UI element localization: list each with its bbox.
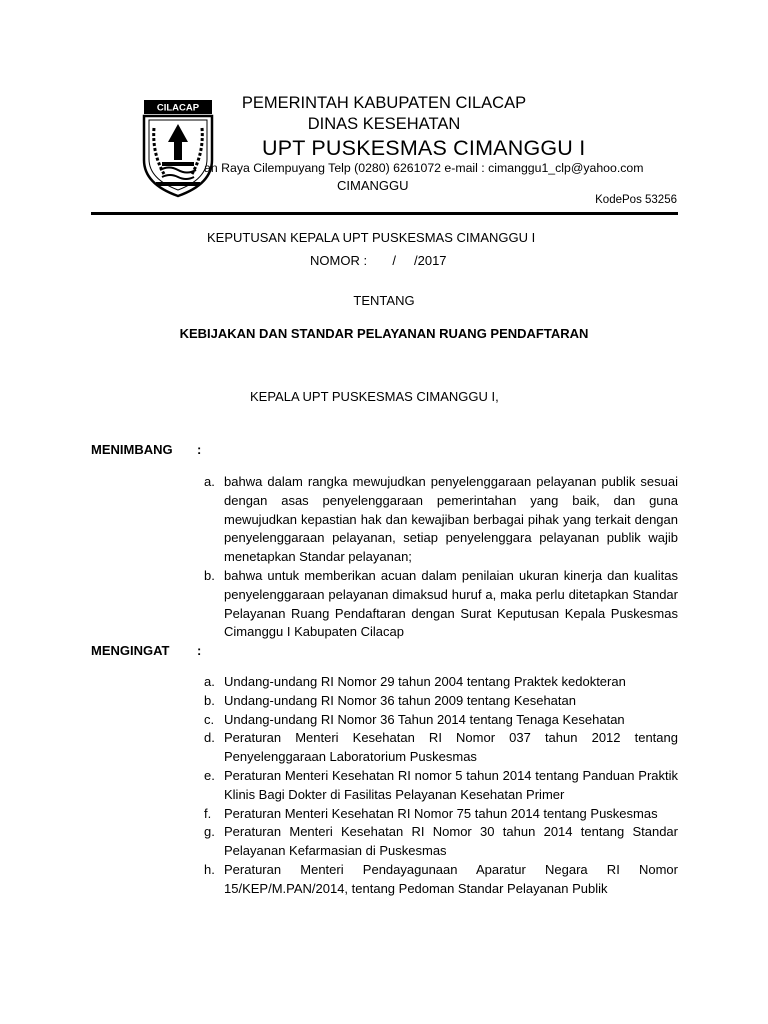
list-item — [204, 567, 678, 642]
kop-pemerintah: PEMERINTAH KABUPATEN CILACAP — [241, 94, 527, 112]
list-item — [204, 692, 678, 711]
list-marker: b. — [204, 692, 215, 708]
list-text: Undang-undang RI Nomor 29 tahun 2004 tentang Praktek kedokteran — [224, 674, 626, 689]
list-marker: d. — [204, 730, 215, 746]
menimbang-label: MENIMBANG — [91, 442, 173, 457]
decree-subject: KEBIJAKAN DAN STANDAR PELAYANAN RUANG PENDAFTARAN — [179, 326, 589, 341]
list-item — [204, 805, 678, 824]
list-item — [204, 823, 678, 861]
list-text: Peraturan Menteri Pendayagunaan Aparatur Negara RI Nomor 15/KEP/M.PAN/2014, tentang Pedoman Standar Pelayanan Publik — [224, 861, 678, 896]
list-text: Peraturan Menteri Kesehatan RI Nomor 037 tahun 2012 tentang Penyelenggaraan Laboratorium Puskesmas — [224, 730, 678, 765]
list-text: bahwa untuk memberikan acuan dalam penilaian ukuran kinerja dan kualitas penyelenggaraan pelayanan dimaksud huruf a, maka perlu ditetapkan Standar Pelayanan Ruang Pendaftaran dengan Surat Keputusan Kepala Puskesmas Cimanggu I Kabupaten Cilacap — [224, 567, 678, 640]
list-marker: b. — [204, 567, 215, 583]
kop-address: an Raya Cilempuyang Telp (0280) 6261072 e-mail : cimanggu1_clp@yahoo.com — [204, 161, 644, 175]
list-item — [204, 673, 678, 692]
list-item — [204, 861, 678, 899]
decree-title: KEPUTUSAN KEPALA UPT PUSKESMAS CIMANGGU I — [207, 230, 536, 245]
mengingat-colon: : — [197, 643, 202, 658]
list-marker: g. — [204, 824, 215, 840]
mengingat-list — [204, 673, 678, 899]
decree-tentang: TENTANG — [353, 293, 415, 308]
cilacap-logo-icon — [138, 98, 218, 198]
list-text: Peraturan Menteri Kesehatan RI Nomor 75 tahun 2014 tentang Puskesmas — [224, 805, 658, 821]
logo-text: CILACAP — [156, 102, 200, 114]
list-item — [204, 473, 678, 567]
list-marker: f. — [204, 805, 212, 821]
kop-city: CIMANGGU — [337, 178, 409, 193]
list-marker: a. — [204, 474, 215, 489]
list-item — [204, 729, 678, 767]
header-divider — [91, 212, 678, 215]
decree-authority: KEPALA UPT PUSKESMAS CIMANGGU I, — [250, 389, 499, 404]
list-text: Undang-undang RI Nomor 36 Tahun 2014 tentang Tenaga Kesehatan — [224, 711, 625, 727]
list-text: bahwa dalam rangka mewujudkan penyelenggaraan pelayanan publik sesuai dengan asas penyelenggaraan pemerintahan yang baik, dan guna mewujudkan kepastian hak dan kewajiban berbagai pihak yang terkait dengan penyelenggaraan pelayanan, setiap penyelenggara pelayanan publik wajib menetapkan Standar pelayanan; — [224, 474, 678, 565]
list-marker: h. — [204, 861, 215, 877]
list-text: Peraturan Menteri Kesehatan RI nomor 5 tahun 2014 tentang Panduan Praktik Klinis Bagi Dokter di Fasilitas Pelayanan Kesehatan Primer — [224, 767, 678, 802]
list-marker: a. — [204, 674, 215, 689]
list-item — [204, 767, 678, 805]
list-item — [204, 711, 678, 730]
kop-dinas: DINAS KESEHATAN — [307, 115, 461, 133]
list-marker: e. — [204, 767, 215, 783]
menimbang-colon: : — [197, 442, 202, 457]
list-marker: c. — [204, 711, 215, 727]
kop-puskesmas: UPT PUSKESMAS CIMANGGU I — [262, 136, 586, 160]
menimbang-list — [204, 473, 678, 642]
list-text: Undang-undang RI Nomor 36 tahun 2009 tentang Kesehatan — [224, 692, 576, 708]
kop-postcode: KodePos 53256 — [595, 194, 677, 206]
decree-number: NOMOR : / /2017 — [310, 253, 447, 268]
mengingat-label: MENGINGAT — [91, 643, 170, 658]
list-text: Peraturan Menteri Kesehatan RI Nomor 30 tahun 2014 tentang Standar Pelayanan Kefarmasian di Puskesmas — [224, 824, 678, 859]
